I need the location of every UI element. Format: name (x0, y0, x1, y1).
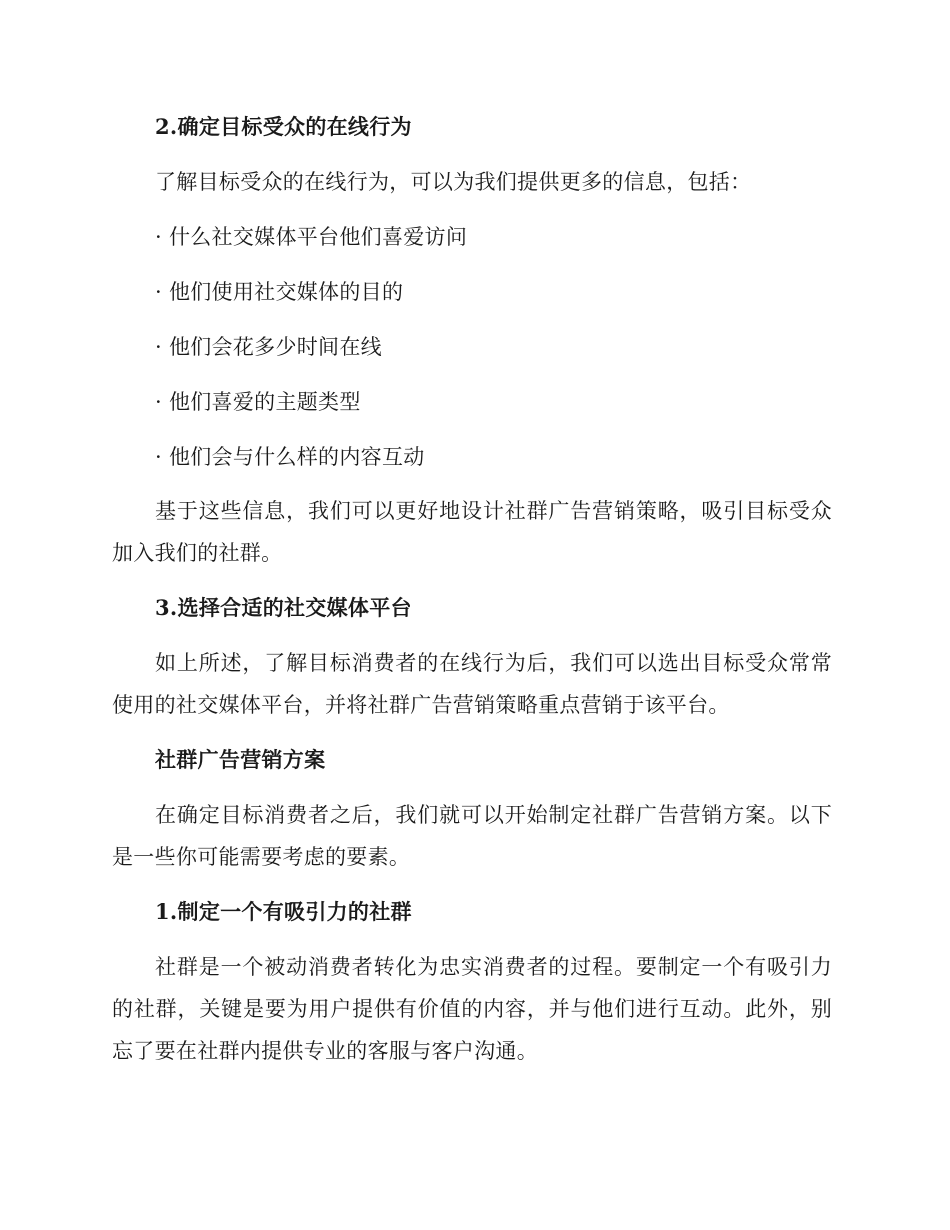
bullet-item: · 他们会与什么样的内容互动 (155, 445, 425, 469)
section-heading-ad-plan: 社群广告营销方案 (155, 747, 326, 772)
audience-conclusion-paragraph: 基于这些信息，我们可以更好地设计社群广告营销策略，吸引目标受众加入我们的社群。 (112, 499, 832, 565)
section-heading-community: 1.制定一个有吸引力的社群 (155, 899, 412, 924)
section-heading-platform: 3.选择合适的社交媒体平台 (155, 595, 412, 620)
bullet-item: · 他们喜爱的主题类型 (155, 390, 361, 414)
bullet-item: · 什么社交媒体平台他们喜爱访问 (155, 225, 468, 249)
platform-paragraph: 如上所述，了解目标消费者的在线行为后，我们可以选出目标受众常常使用的社交媒体平台，并将社群广告营销策略重点营销于该平台。 (112, 651, 832, 717)
section-heading-audience-behavior: 2.确定目标受众的在线行为 (155, 114, 412, 139)
bullet-item: · 他们会花多少时间在线 (155, 335, 382, 359)
ad-plan-paragraph: 在确定目标消费者之后，我们就可以开始制定社群广告营销方案。以下是一些你可能需要考虑的要素。 (112, 803, 832, 869)
community-paragraph: 社群是一个被动消费者转化为忠实消费者的过程。要制定一个有吸引力的社群，关键是要为用户提供有价值的内容，并与他们进行互动。此外，别忘了要在社群内提供专业的客服与客户沟通。 (112, 955, 832, 1063)
audience-intro-paragraph: 了解目标受众的在线行为，可以为我们提供更多的信息，包括： (155, 170, 752, 194)
bullet-item: · 他们使用社交媒体的目的 (155, 280, 404, 304)
